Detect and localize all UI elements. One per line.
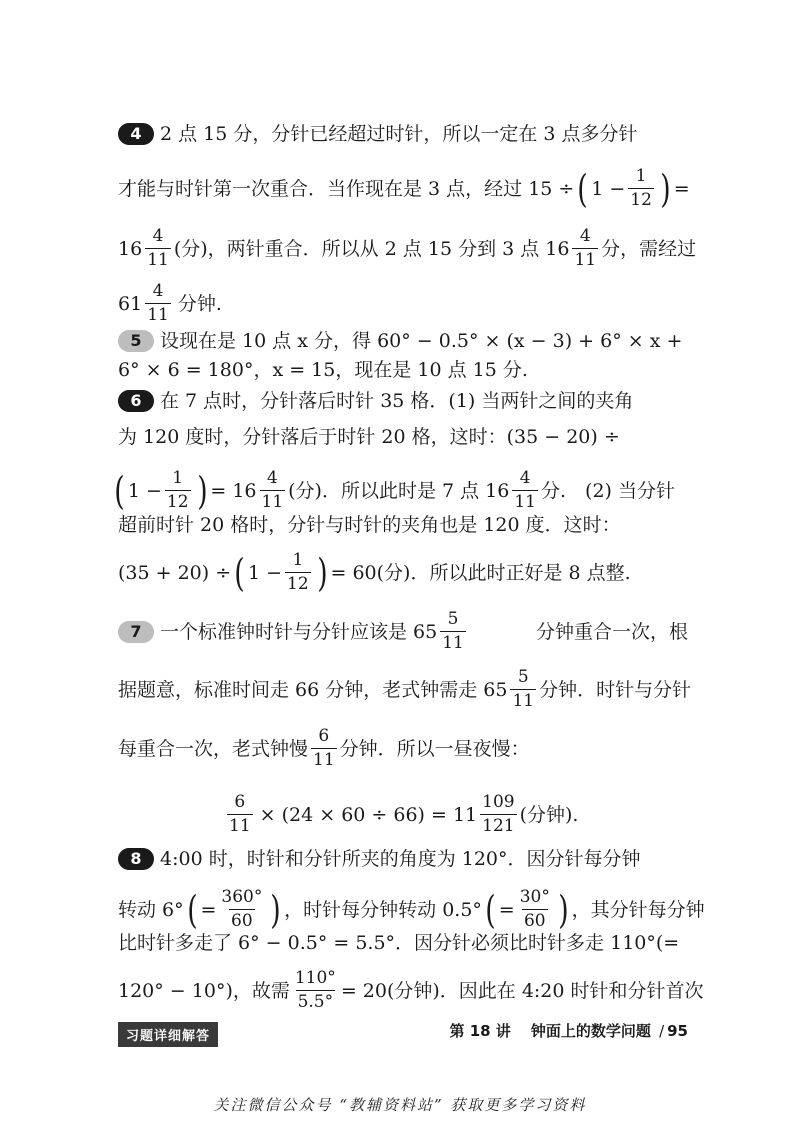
fraction-denominator: 12 [630, 190, 652, 210]
p6-text-4: 超前时针 20 格时，分针与时针的夹角也是 120 度．这时： [118, 514, 621, 536]
fraction-denominator: 11 [514, 492, 536, 512]
fraction-numerator: 4 [152, 281, 164, 301]
fraction [165, 470, 191, 511]
fraction [480, 794, 516, 835]
fraction [628, 168, 654, 209]
p8-text-4b: = 20(分钟)．因此在 4:20 时针和分针首次 [340, 979, 704, 1002]
p7-line-1 [118, 611, 688, 652]
fraction-numerator: 5 [447, 609, 459, 629]
p4-text-2a: 才能与时针第一次重合．当作现在是 3 点，经过 15 ÷ [118, 177, 575, 200]
problem-8-badge: 8 [118, 848, 154, 870]
p4-text-3b: 分，需经过 [601, 237, 697, 260]
fraction-numerator: 110° [294, 968, 336, 988]
fraction-numerator: 4 [152, 226, 164, 246]
p5-text-1: 设现在是 10 点 x 分，得 60° − 0.5° × (x − 3) + 6° × x + [160, 330, 683, 352]
watermark-note: 关注微信公众号 “教辅资料站” 获取更多学习资料 [213, 1096, 587, 1114]
fraction [510, 669, 536, 710]
fraction [293, 970, 338, 1011]
paren-close: ) [316, 550, 328, 595]
p4-text-3: (分)，两针重合．所以从 2 点 15 分到 3 点 16 [173, 237, 570, 260]
p6-one-minus-2: 1 − [247, 561, 283, 584]
problem-6-badge: 6 [118, 390, 154, 412]
fraction [227, 794, 253, 835]
p6-line-2 [118, 425, 688, 449]
fraction-denominator: 60 [231, 911, 253, 931]
fraction [311, 728, 337, 769]
p7-text-2a: 据题意，标准时间走 66 分钟，老式钟需走 65 [118, 678, 508, 701]
p6-line-4 [118, 513, 688, 537]
fraction [440, 611, 466, 652]
p7-line-3 [118, 728, 688, 769]
fraction-denominator: 11 [512, 691, 535, 711]
paren-close: ) [660, 166, 671, 211]
p6-one-minus: 1 − [127, 479, 162, 502]
fraction-denominator: 11 [147, 250, 169, 270]
fraction [145, 228, 171, 269]
fraction-denominator: 60 [523, 911, 546, 931]
p7-equation [224, 794, 624, 835]
p7-text-3b: 分钟．所以一昼夜慢： [339, 737, 530, 760]
p7-text-2b: 分钟．时针与分针 [539, 678, 692, 701]
fraction [572, 228, 598, 269]
fraction-numerator: 6 [234, 792, 246, 812]
p7-text-1b: 分钟重合一次，根 [535, 620, 688, 643]
equals-sign: = [673, 177, 690, 200]
fraction-numerator: 360° [221, 887, 263, 907]
p7-eq-end: (分钟). [519, 803, 579, 826]
p6-text-1: 在 7 点时，分针落后时针 35 格．(1) 当两针之间的夹角 [160, 390, 634, 412]
fraction-numerator: 4 [519, 468, 531, 488]
fraction [219, 889, 264, 930]
p7-line-2 [118, 667, 692, 711]
paren-open: ( [485, 887, 496, 932]
problem-7-badge: 7 [118, 621, 154, 643]
p4-line-2 [118, 168, 688, 209]
mixed-integer: 16 [118, 237, 143, 260]
fraction-denominator: 12 [166, 492, 189, 512]
p4-line-1 [118, 122, 688, 146]
fraction-denominator: 12 [287, 574, 309, 594]
paren-open: ( [114, 468, 125, 513]
paren-close: ) [270, 887, 281, 932]
fraction-denominator: 121 [482, 816, 515, 836]
p8-text-2a: 转动 6° [118, 898, 184, 921]
p6-text-2: 为 120 度时，分针落后于时针 20 格，这时：(35 − 20) ÷ [118, 426, 620, 448]
fraction-denominator: 11 [147, 305, 169, 325]
p8-line-3 [118, 931, 688, 955]
fraction-numerator: 1 [292, 550, 304, 570]
equals-sign: = [200, 898, 217, 921]
fraction [518, 889, 552, 930]
p6-line-1 [118, 389, 688, 413]
fraction [145, 283, 171, 324]
paren-close: ) [196, 468, 208, 513]
fraction-denominator: 5.5° [297, 992, 334, 1012]
p6-text-5a: (35 + 20) ÷ [118, 561, 232, 584]
fraction [285, 552, 311, 593]
p8-text-3: 比时针多走了 6° − 0.5° = 5.5°．因分针必须比时针多走 110°(= [118, 932, 680, 954]
p5-line-1 [118, 329, 688, 353]
p8-text-4a: 120° − 10°)，故需 [118, 979, 290, 1002]
p6-text-5b: = 60(分)．所以此时正好是 8 点整. [330, 561, 631, 584]
p6-text-3b: 分. (2) 当分针 [541, 479, 675, 502]
problem-4-badge: 4 [118, 123, 154, 145]
p8-line-1 [118, 847, 688, 871]
p6-equals: = 16 [210, 479, 257, 502]
running-footer [449, 1020, 688, 1041]
p4-line-3 [118, 226, 697, 270]
p8-text-2c: ，其分针每分钟 [571, 898, 705, 921]
fraction-numerator: 6 [318, 726, 330, 746]
p7-text-1a: 一个标准钟时针与分针应该是 65 [160, 620, 438, 643]
problem-5-badge: 5 [118, 330, 154, 352]
fraction-denominator: 11 [261, 492, 284, 512]
fraction-numerator: 1 [635, 166, 647, 186]
mixed-integer: 61 [118, 292, 143, 315]
p7-eq-middle: × (24 × 60 ÷ 66) = 11 [259, 803, 478, 826]
equals-sign: = [498, 898, 515, 921]
paren-close: ) [558, 887, 569, 932]
p6-text-3: (分)．所以此时是 7 点 16 [288, 479, 510, 502]
chapter-number: 第 18 讲 [449, 1022, 511, 1040]
footer-slash: / [659, 1022, 665, 1040]
chapter-title: 钟面上的数学问题 [530, 1022, 651, 1040]
page-number: 95 [667, 1022, 688, 1040]
p5-text-2: 6° × 6 = 180°，x = 15，现在是 10 点 15 分. [118, 359, 528, 381]
p6-line-5 [118, 552, 688, 593]
p6-line-3 [114, 468, 688, 513]
p8-line-4 [118, 968, 704, 1012]
section-label: 习题详细解答 [118, 1022, 218, 1047]
fraction-denominator: 11 [442, 633, 464, 653]
fraction-numerator: 30° [519, 887, 550, 907]
p8-line-2 [118, 887, 705, 932]
p4-text-4: 分钟. [177, 292, 222, 315]
paren-open: ( [186, 887, 198, 932]
fraction [260, 470, 286, 511]
p4-line-4 [118, 283, 688, 324]
p7-text-3a: 每重合一次，老式钟慢 [118, 737, 309, 760]
fraction-numerator: 5 [517, 667, 529, 687]
fraction-numerator: 1 [172, 468, 184, 488]
fraction-numerator: 4 [266, 468, 278, 488]
paren-open: ( [234, 550, 245, 595]
fraction-denominator: 11 [229, 816, 251, 836]
fraction-denominator: 11 [574, 250, 597, 270]
paren-open: ( [577, 166, 588, 211]
p4-one-minus: 1 − [591, 177, 626, 200]
fraction-denominator: 11 [313, 750, 335, 770]
fraction-numerator: 4 [579, 226, 591, 246]
p8-text-1: 4:00 时，时针和分针所夹的角度为 120°．因分针每分钟 [160, 848, 641, 870]
p5-line-2 [118, 358, 688, 382]
fraction-numerator: 109 [482, 792, 515, 812]
p8-text-2b: ，时针每分钟转动 0.5° [284, 898, 482, 921]
fraction [512, 470, 538, 511]
p4-text-1: 2 点 15 分，分针已经超过时针，所以一定在 3 点多分针 [160, 123, 638, 145]
